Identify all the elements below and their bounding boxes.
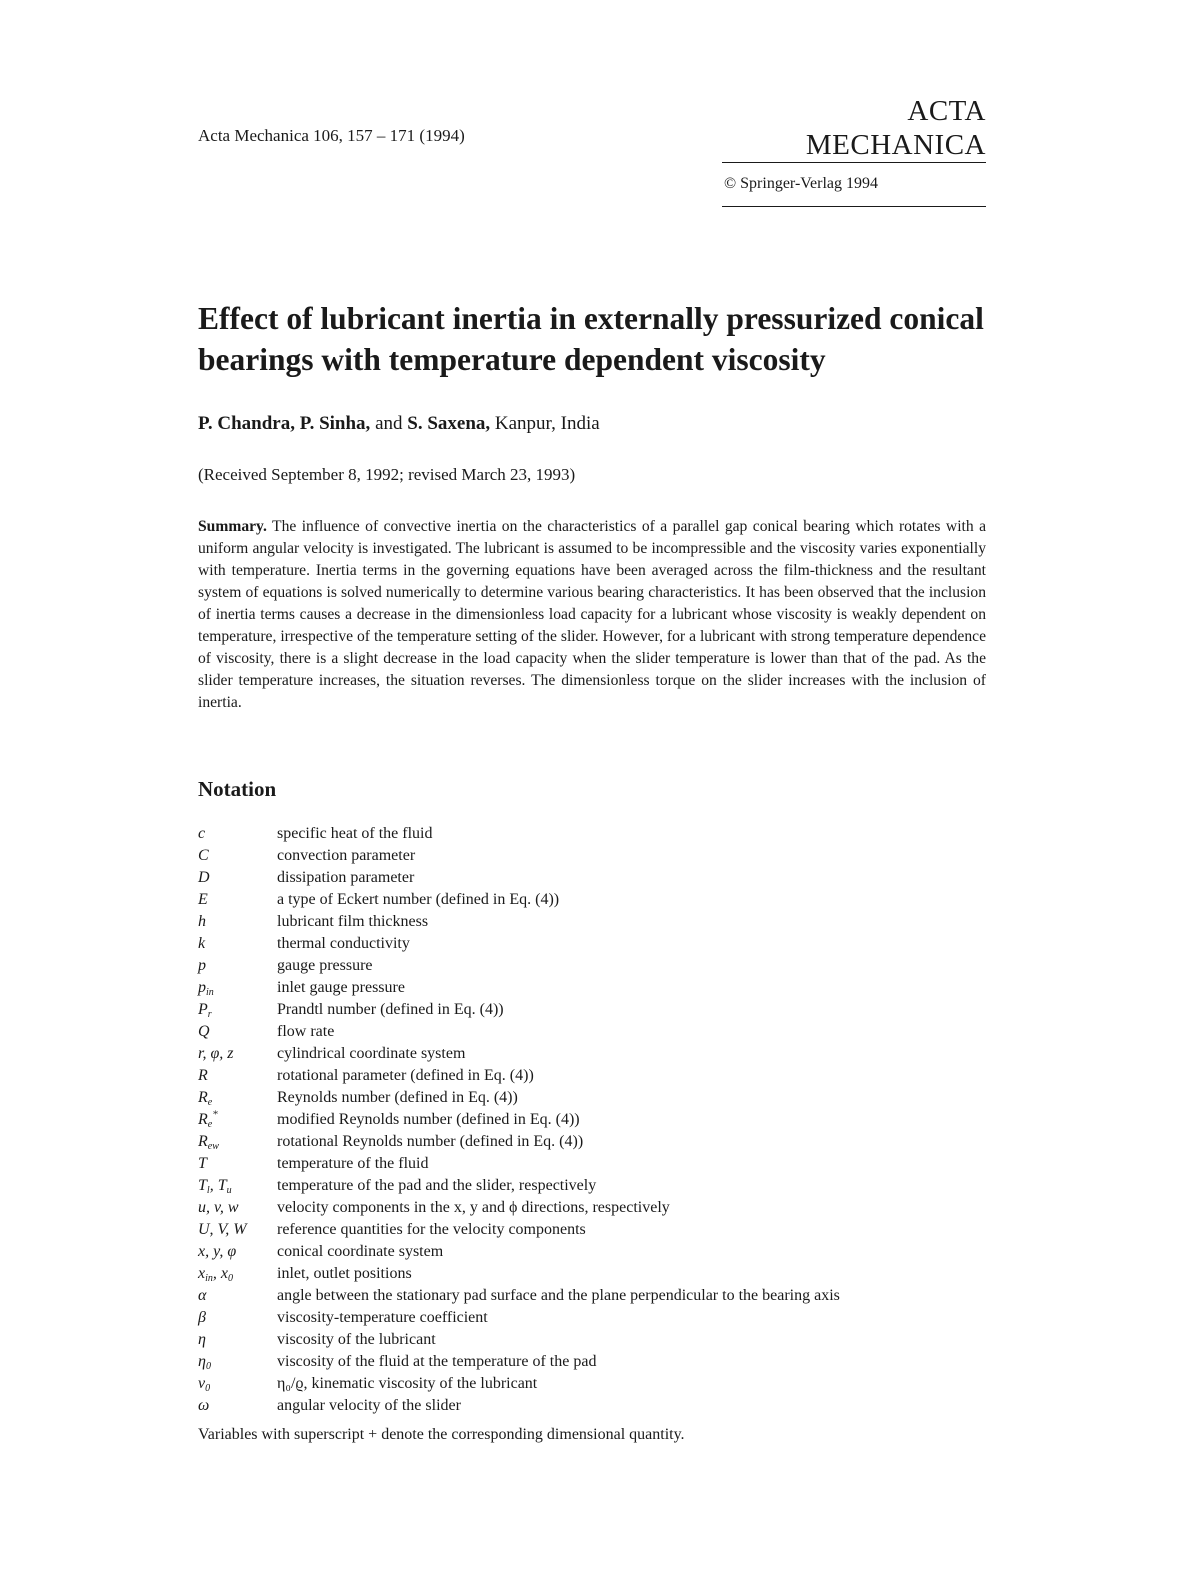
notation-description: viscosity of the lubricant bbox=[277, 1331, 436, 1348]
notation-description: inlet gauge pressure bbox=[277, 979, 405, 996]
notation-description: viscosity-temperature coefficient bbox=[277, 1309, 488, 1326]
notation-row bbox=[198, 1241, 978, 1263]
notation-symbol bbox=[198, 1241, 277, 1263]
notation-list bbox=[198, 823, 978, 1417]
symbol-subscript: l bbox=[206, 1185, 210, 1196]
notation-description: conical coordinate system bbox=[277, 1243, 444, 1260]
symbol-subscript: in bbox=[206, 987, 214, 998]
symbol-base: r, φ, z bbox=[198, 1045, 234, 1062]
notation-row bbox=[198, 823, 978, 845]
notation-description: angle between the stationary pad surface and the plane perpendicular to the bearing axis bbox=[277, 1287, 840, 1304]
symbol-base: u, v, w bbox=[198, 1199, 239, 1216]
notation-row bbox=[198, 1087, 978, 1109]
notation-row bbox=[198, 867, 978, 889]
notation-symbol bbox=[198, 1307, 277, 1329]
notation-symbol bbox=[198, 933, 277, 955]
notation-description: cylindrical coordinate system bbox=[277, 1045, 466, 1062]
notation-row bbox=[198, 1197, 978, 1219]
symbol-subscript: 0 bbox=[205, 1361, 211, 1372]
notation-symbol bbox=[198, 845, 277, 867]
notation-description: Reynolds number (defined in Eq. (4)) bbox=[277, 1089, 518, 1106]
notation-description: dissipation parameter bbox=[277, 869, 415, 886]
notation-row bbox=[198, 1395, 978, 1417]
symbol-base: x, y, φ bbox=[198, 1243, 237, 1260]
copyright-notice: © Springer-Verlag 1994 bbox=[724, 175, 879, 192]
symbol-base: R bbox=[198, 1089, 208, 1106]
notation-row bbox=[198, 933, 978, 955]
symbol-base: T bbox=[198, 1155, 207, 1172]
notation-symbol bbox=[198, 823, 277, 845]
notation-symbol bbox=[198, 1285, 277, 1307]
notation-row bbox=[198, 1109, 978, 1131]
symbol-base: β bbox=[198, 1309, 206, 1326]
notation-description: angular velocity of the slider bbox=[277, 1397, 461, 1414]
notation-description: gauge pressure bbox=[277, 957, 373, 974]
notation-row bbox=[198, 1175, 978, 1197]
notation-row bbox=[198, 1351, 978, 1373]
notation-symbol bbox=[198, 955, 277, 977]
notation-description: viscosity of the fluid at the temperature of the pad bbox=[277, 1353, 597, 1370]
summary-abstract bbox=[198, 516, 986, 714]
symbol-second-subscript: u bbox=[226, 1185, 232, 1196]
symbol-base: E bbox=[198, 891, 208, 908]
notation-symbol bbox=[198, 999, 277, 1021]
notation-symbol bbox=[198, 1065, 277, 1087]
notation-description: lubricant film thickness bbox=[277, 913, 429, 930]
notation-row bbox=[198, 1021, 978, 1043]
author-names: P. Chandra, P. Sinha, bbox=[198, 413, 371, 434]
notation-symbol bbox=[198, 1329, 277, 1351]
notation-symbol bbox=[198, 1131, 277, 1153]
symbol-base: C bbox=[198, 847, 209, 864]
notation-symbol bbox=[198, 1219, 277, 1241]
symbol-base: c bbox=[198, 825, 206, 842]
symbol-base: ν bbox=[198, 1375, 206, 1392]
symbol-subscript: ew bbox=[207, 1141, 219, 1152]
notation-description: flow rate bbox=[277, 1023, 335, 1040]
notation-description: Prandtl number (defined in Eq. (4)) bbox=[277, 1001, 504, 1018]
symbol-second: , x bbox=[212, 1265, 228, 1282]
symbol-base: k bbox=[198, 935, 206, 952]
symbol-base: h bbox=[198, 913, 206, 930]
notation-row bbox=[198, 1043, 978, 1065]
symbol-subscript: in bbox=[205, 1273, 213, 1284]
notation-description: specific heat of the fluid bbox=[277, 825, 433, 842]
journal-masthead bbox=[722, 94, 986, 207]
symbol-base: P bbox=[198, 1001, 208, 1018]
notation-description: modified Reynolds number (defined in Eq. (4)) bbox=[277, 1111, 580, 1128]
symbol-base: R bbox=[198, 1067, 208, 1084]
notation-heading: Notation bbox=[198, 777, 277, 801]
notation-symbol bbox=[198, 1021, 277, 1043]
notation-symbol bbox=[198, 911, 277, 933]
notation-row bbox=[198, 911, 978, 933]
notation-symbol bbox=[198, 1373, 277, 1395]
symbol-base: Q bbox=[198, 1023, 210, 1040]
notation-description: velocity components in the x, y and ϕ directions, respectively bbox=[277, 1199, 670, 1216]
notation-symbol bbox=[198, 1351, 277, 1373]
author-conjunction: and bbox=[375, 413, 403, 434]
symbol-base: R bbox=[198, 1133, 208, 1150]
notation-row bbox=[198, 1329, 978, 1351]
journal-reference: Acta Mechanica 106, 157 – 171 (1994) bbox=[198, 126, 465, 145]
notation-description: temperature of the pad and the slider, respectively bbox=[277, 1177, 597, 1194]
notation-description: rotational parameter (defined in Eq. (4)) bbox=[277, 1067, 534, 1084]
notation-footnote: Variables with superscript + denote the corresponding dimensional quantity. bbox=[198, 1426, 685, 1443]
notation-description: η₀/ϱ, kinematic viscosity of the lubricant bbox=[277, 1375, 538, 1392]
notation-row bbox=[198, 845, 978, 867]
author-affiliation: Kanpur, India bbox=[494, 413, 600, 434]
symbol-subscript: r bbox=[207, 1009, 212, 1020]
symbol-base: η bbox=[198, 1331, 206, 1348]
notation-row bbox=[198, 1285, 978, 1307]
paper-title: Effect of lubricant inertia in externally pressurized conical bearings with temperature dependent viscosity bbox=[198, 301, 984, 377]
notation-description: reference quantities for the velocity components bbox=[277, 1221, 586, 1238]
notation-symbol bbox=[198, 1153, 277, 1175]
notation-row bbox=[198, 1307, 978, 1329]
notation-description: a type of Eckert number (defined in Eq. (4)) bbox=[277, 891, 560, 908]
notation-symbol bbox=[198, 1395, 277, 1417]
notation-row bbox=[198, 955, 978, 977]
symbol-second-subscript: 0 bbox=[228, 1273, 233, 1284]
symbol-base: η bbox=[198, 1353, 206, 1370]
notation-row bbox=[198, 999, 978, 1021]
summary-text: The influence of convective inertia on the characteristics of a parallel gap conical bearing which rotates with a uniform angular velocity is investigated. The lubricant is assumed to be incompressible and the viscosity varies exponentially with temperature. Inertia terms in the governing equations have been averaged across the film-thickness and the resultant system of equations is solved numerically to determine various bearing characteristics. It has been observed that the inclusion of inertia terms causes a decrease in the dimensionless load capacity for a lubricant whose viscosity is weakly dependent on temperature, irrespective of the temperature setting of the slider. However, for a lubricant with strong temperature dependence of viscosity, there is a slight decrease in the load capacity when the slider temperature is lower than that of the pad. As the slider temperature increases, the situation reverses. The dimensionless torque on the slider increases with the inclusion of inertia. bbox=[198, 518, 987, 711]
symbol-base: ω bbox=[198, 1397, 210, 1414]
symbol-subscript: 0 bbox=[205, 1383, 211, 1394]
journal-name: ACTA MECHANICA bbox=[805, 95, 986, 161]
notation-row bbox=[198, 889, 978, 911]
notation-row bbox=[198, 1153, 978, 1175]
symbol-second: , T bbox=[209, 1177, 227, 1194]
masthead-rule-bottom bbox=[722, 206, 986, 207]
symbol-subscript: e bbox=[207, 1097, 213, 1108]
notation-row bbox=[198, 1373, 978, 1395]
received-dates: (Received September 8, 1992; revised March 23, 1993) bbox=[198, 465, 576, 484]
symbol-base: α bbox=[198, 1287, 207, 1304]
notation-description: temperature of the fluid bbox=[277, 1155, 429, 1172]
symbol-subscript: e bbox=[207, 1119, 213, 1130]
symbol-base: p bbox=[198, 979, 206, 996]
notation-symbol bbox=[198, 1087, 277, 1109]
notation-symbol bbox=[198, 889, 277, 911]
symbol-base: D bbox=[198, 869, 210, 886]
symbol-base: T bbox=[198, 1177, 207, 1194]
notation-symbol bbox=[198, 977, 277, 999]
symbol-base: x bbox=[198, 1265, 206, 1282]
notation-symbol bbox=[198, 867, 277, 889]
symbol-base: p bbox=[198, 957, 206, 974]
masthead-rule-top bbox=[722, 162, 986, 163]
notation-row bbox=[198, 1219, 978, 1241]
notation-symbol bbox=[198, 1197, 277, 1219]
symbol-superscript: * bbox=[212, 1108, 218, 1121]
notation-symbol bbox=[198, 1263, 277, 1285]
symbol-base: R bbox=[198, 1111, 208, 1128]
notation-symbol bbox=[198, 1109, 277, 1131]
notation-row bbox=[198, 1131, 978, 1153]
notation-symbol bbox=[198, 1043, 277, 1065]
notation-row bbox=[198, 977, 978, 999]
notation-symbol bbox=[198, 1175, 277, 1197]
notation-description: inlet, outlet positions bbox=[277, 1265, 412, 1282]
notation-row bbox=[198, 1065, 978, 1087]
summary-label: Summary. bbox=[198, 518, 267, 535]
notation-row bbox=[198, 1263, 978, 1285]
notation-description: rotational Reynolds number (defined in Eq. (4)) bbox=[277, 1133, 584, 1150]
author-last: S. Saxena, bbox=[407, 413, 491, 434]
notation-description: thermal conductivity bbox=[277, 935, 410, 952]
symbol-base: U, V, W bbox=[198, 1221, 247, 1238]
author-line bbox=[198, 413, 600, 435]
notation-description: convection parameter bbox=[277, 847, 416, 864]
